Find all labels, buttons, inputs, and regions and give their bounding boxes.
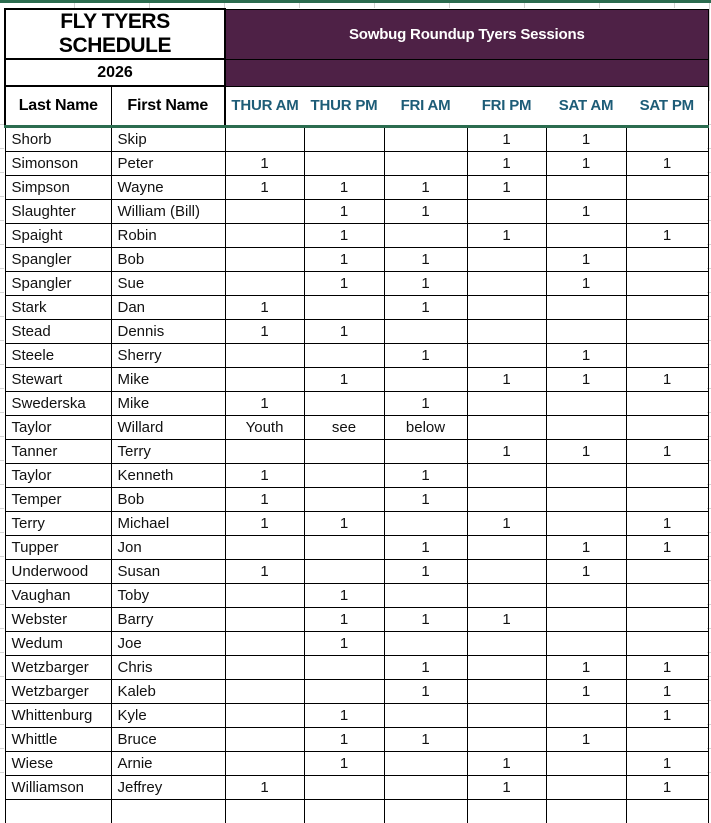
session-cell[interactable] bbox=[384, 152, 467, 176]
session-cell[interactable] bbox=[467, 464, 546, 488]
session-cell[interactable] bbox=[225, 632, 304, 656]
first-name-cell[interactable]: Bob bbox=[111, 488, 225, 512]
session-cell[interactable]: 1 bbox=[384, 464, 467, 488]
session-cell[interactable]: 1 bbox=[225, 296, 304, 320]
last-name-cell[interactable]: Slaughter bbox=[5, 200, 111, 224]
session-cell[interactable] bbox=[546, 632, 626, 656]
column-header-last-name[interactable]: Last Name bbox=[5, 86, 111, 127]
session-cell[interactable] bbox=[225, 704, 304, 728]
session-cell[interactable]: 1 bbox=[304, 632, 384, 656]
session-cell[interactable]: 1 bbox=[626, 776, 708, 800]
session-cell[interactable] bbox=[626, 560, 708, 584]
table-row bbox=[5, 512, 708, 536]
last-name-cell[interactable]: Taylor bbox=[5, 416, 111, 440]
session-cell[interactable]: 1 bbox=[467, 440, 546, 464]
last-name-cell[interactable]: Whittle bbox=[5, 728, 111, 752]
session-cell[interactable]: Youth bbox=[225, 416, 304, 440]
session-cell[interactable] bbox=[467, 320, 546, 344]
sheet-title: FLY TYERS SCHEDULE bbox=[5, 9, 225, 59]
table-row bbox=[5, 320, 708, 344]
session-cell[interactable]: 1 bbox=[304, 224, 384, 248]
last-name-cell[interactable]: Terry bbox=[5, 512, 111, 536]
session-cell[interactable]: 1 bbox=[304, 752, 384, 776]
partial-row bbox=[5, 800, 708, 823]
last-name-cell[interactable]: Williamson bbox=[5, 776, 111, 800]
session-cell[interactable]: 1 bbox=[626, 656, 708, 680]
last-name-cell[interactable]: Wetzbarger bbox=[5, 656, 111, 680]
first-name-cell[interactable]: Kaleb bbox=[111, 680, 225, 704]
last-name-cell[interactable]: Temper bbox=[5, 488, 111, 512]
session-cell[interactable] bbox=[304, 344, 384, 368]
first-name-cell[interactable]: Bruce bbox=[111, 728, 225, 752]
empty-cell[interactable] bbox=[5, 800, 111, 823]
session-cell[interactable] bbox=[626, 200, 708, 224]
session-cell[interactable]: 1 bbox=[304, 584, 384, 608]
session-cell[interactable]: below bbox=[384, 416, 467, 440]
session-cell[interactable]: 1 bbox=[225, 176, 304, 200]
session-cell[interactable] bbox=[546, 704, 626, 728]
session-cell[interactable]: 1 bbox=[467, 127, 546, 152]
session-cell[interactable] bbox=[467, 272, 546, 296]
session-cell[interactable] bbox=[467, 200, 546, 224]
session-cell[interactable] bbox=[626, 488, 708, 512]
table-row bbox=[5, 224, 708, 248]
session-cell[interactable] bbox=[384, 512, 467, 536]
session-cell[interactable]: 1 bbox=[384, 656, 467, 680]
session-cell[interactable]: 1 bbox=[384, 200, 467, 224]
session-cell[interactable]: 1 bbox=[546, 200, 626, 224]
session-cell[interactable]: 1 bbox=[384, 176, 467, 200]
session-cell[interactable] bbox=[467, 416, 546, 440]
session-cell[interactable]: 1 bbox=[225, 488, 304, 512]
session-cell[interactable]: 1 bbox=[546, 272, 626, 296]
column-header-sat-am[interactable]: SAT AM bbox=[546, 86, 626, 127]
first-name-cell[interactable]: Wayne bbox=[111, 176, 225, 200]
session-cell[interactable] bbox=[546, 776, 626, 800]
year-label: 2026 bbox=[5, 59, 225, 86]
session-cell[interactable]: 1 bbox=[384, 728, 467, 752]
session-cell[interactable]: 1 bbox=[626, 440, 708, 464]
session-cell[interactable] bbox=[225, 248, 304, 272]
first-name-cell[interactable]: Kyle bbox=[111, 704, 225, 728]
first-name-cell[interactable]: Mike bbox=[111, 392, 225, 416]
session-cell[interactable]: 1 bbox=[467, 776, 546, 800]
session-cell[interactable] bbox=[467, 344, 546, 368]
table-row bbox=[5, 296, 708, 320]
last-name-cell[interactable]: Spangler bbox=[5, 248, 111, 272]
session-cell[interactable]: 1 bbox=[304, 248, 384, 272]
session-cell[interactable]: 1 bbox=[384, 272, 467, 296]
session-cell[interactable] bbox=[467, 584, 546, 608]
session-cell[interactable] bbox=[546, 752, 626, 776]
session-cell[interactable]: 1 bbox=[384, 344, 467, 368]
session-cell[interactable]: 1 bbox=[626, 368, 708, 392]
year-row bbox=[5, 59, 708, 86]
session-cell[interactable] bbox=[304, 127, 384, 152]
table-row bbox=[5, 752, 708, 776]
table-row bbox=[5, 464, 708, 488]
session-cell[interactable]: 1 bbox=[467, 512, 546, 536]
session-cell[interactable] bbox=[225, 440, 304, 464]
session-cell[interactable] bbox=[467, 392, 546, 416]
session-cell[interactable]: 1 bbox=[304, 272, 384, 296]
session-cell[interactable]: 1 bbox=[304, 728, 384, 752]
session-cell[interactable] bbox=[546, 512, 626, 536]
schedule-rows bbox=[5, 127, 708, 823]
session-cell[interactable]: 1 bbox=[384, 392, 467, 416]
session-cell[interactable] bbox=[225, 680, 304, 704]
session-cell[interactable] bbox=[384, 440, 467, 464]
session-cell[interactable] bbox=[626, 416, 708, 440]
session-cell[interactable] bbox=[467, 560, 546, 584]
session-cell[interactable] bbox=[626, 392, 708, 416]
session-cell[interactable]: 1 bbox=[304, 200, 384, 224]
first-name-cell[interactable]: William (Bill) bbox=[111, 200, 225, 224]
first-name-cell[interactable]: Michael bbox=[111, 512, 225, 536]
table-row bbox=[5, 152, 708, 176]
session-cell[interactable] bbox=[304, 296, 384, 320]
session-cell[interactable] bbox=[626, 584, 708, 608]
session-cell[interactable] bbox=[384, 127, 467, 152]
session-cell[interactable]: 1 bbox=[304, 512, 384, 536]
session-cell[interactable]: 1 bbox=[546, 127, 626, 152]
column-header-thur-am[interactable]: THUR AM bbox=[225, 86, 304, 127]
table-row bbox=[5, 368, 708, 392]
session-cell[interactable]: 1 bbox=[225, 320, 304, 344]
table-row bbox=[5, 560, 708, 584]
session-cell[interactable] bbox=[304, 776, 384, 800]
session-cell[interactable]: 1 bbox=[384, 560, 467, 584]
first-name-cell[interactable]: Sue bbox=[111, 272, 225, 296]
last-name-cell[interactable]: Shorb bbox=[5, 127, 111, 152]
session-cell[interactable]: 1 bbox=[304, 176, 384, 200]
first-name-cell[interactable]: Willard bbox=[111, 416, 225, 440]
table-row bbox=[5, 776, 708, 800]
session-cell[interactable]: 1 bbox=[626, 224, 708, 248]
session-cell[interactable]: 1 bbox=[467, 176, 546, 200]
session-cell[interactable]: 1 bbox=[546, 368, 626, 392]
last-name-cell[interactable]: Wedum bbox=[5, 632, 111, 656]
session-cell[interactable]: 1 bbox=[304, 320, 384, 344]
session-cell[interactable]: 1 bbox=[626, 680, 708, 704]
session-cell[interactable] bbox=[626, 464, 708, 488]
last-name-cell[interactable]: Swederska bbox=[5, 392, 111, 416]
session-cell[interactable] bbox=[626, 728, 708, 752]
session-cell[interactable] bbox=[304, 152, 384, 176]
first-name-cell[interactable]: Dan bbox=[111, 296, 225, 320]
last-name-cell[interactable]: Spangler bbox=[5, 272, 111, 296]
table-row bbox=[5, 488, 708, 512]
session-cell[interactable] bbox=[467, 704, 546, 728]
session-cell[interactable] bbox=[467, 536, 546, 560]
session-cell[interactable] bbox=[304, 392, 384, 416]
session-cell[interactable]: 1 bbox=[225, 560, 304, 584]
session-cell[interactable] bbox=[304, 560, 384, 584]
session-cell[interactable] bbox=[467, 296, 546, 320]
session-cell[interactable] bbox=[626, 344, 708, 368]
table-row bbox=[5, 272, 708, 296]
session-cell[interactable] bbox=[467, 728, 546, 752]
session-cell[interactable] bbox=[384, 752, 467, 776]
empty-cell[interactable] bbox=[467, 800, 546, 823]
empty-cell[interactable] bbox=[111, 800, 225, 823]
first-name-cell[interactable]: Barry bbox=[111, 608, 225, 632]
session-cell[interactable] bbox=[626, 248, 708, 272]
last-name-cell[interactable]: Steele bbox=[5, 344, 111, 368]
session-cell[interactable] bbox=[467, 680, 546, 704]
session-cell[interactable] bbox=[546, 488, 626, 512]
session-cell[interactable] bbox=[626, 127, 708, 152]
first-name-cell[interactable]: Chris bbox=[111, 656, 225, 680]
first-name-cell[interactable]: Robin bbox=[111, 224, 225, 248]
table-row bbox=[5, 608, 708, 632]
session-cell[interactable] bbox=[467, 488, 546, 512]
session-cell[interactable] bbox=[304, 680, 384, 704]
session-cell[interactable] bbox=[304, 536, 384, 560]
table-row bbox=[5, 344, 708, 368]
session-cell[interactable]: 1 bbox=[384, 608, 467, 632]
session-cell[interactable]: 1 bbox=[384, 296, 467, 320]
empty-cell[interactable] bbox=[626, 800, 708, 823]
first-name-cell[interactable]: Jeffrey bbox=[111, 776, 225, 800]
first-name-cell[interactable]: Skip bbox=[111, 127, 225, 152]
session-cell[interactable] bbox=[546, 296, 626, 320]
first-name-cell[interactable]: Terry bbox=[111, 440, 225, 464]
session-cell[interactable] bbox=[225, 344, 304, 368]
session-cell[interactable]: 1 bbox=[626, 536, 708, 560]
session-cell[interactable]: 1 bbox=[546, 248, 626, 272]
first-name-cell[interactable]: Mike bbox=[111, 368, 225, 392]
table-row bbox=[5, 584, 708, 608]
last-name-cell[interactable]: Wetzbarger bbox=[5, 680, 111, 704]
session-cell[interactable] bbox=[384, 320, 467, 344]
session-cell[interactable] bbox=[304, 440, 384, 464]
column-header-first-name[interactable]: First Name bbox=[111, 86, 225, 127]
table-row bbox=[5, 416, 708, 440]
session-cell[interactable] bbox=[467, 656, 546, 680]
session-cell[interactable]: see bbox=[304, 416, 384, 440]
session-cell[interactable]: 1 bbox=[225, 392, 304, 416]
banner-title: Sowbug Roundup Tyers Sessions bbox=[225, 9, 708, 59]
table-row bbox=[5, 536, 708, 560]
first-name-cell[interactable]: Susan bbox=[111, 560, 225, 584]
session-cell[interactable]: 1 bbox=[546, 152, 626, 176]
session-cell[interactable]: 1 bbox=[626, 152, 708, 176]
empty-cell[interactable] bbox=[225, 800, 304, 823]
table-row bbox=[5, 632, 708, 656]
table-row bbox=[5, 728, 708, 752]
session-cell[interactable] bbox=[467, 632, 546, 656]
session-cell[interactable] bbox=[304, 488, 384, 512]
session-cell[interactable] bbox=[225, 656, 304, 680]
session-cell[interactable]: 1 bbox=[626, 752, 708, 776]
last-name-cell[interactable]: Stewart bbox=[5, 368, 111, 392]
session-cell[interactable] bbox=[225, 536, 304, 560]
first-name-cell[interactable]: Bob bbox=[111, 248, 225, 272]
empty-cell[interactable] bbox=[384, 800, 467, 823]
session-cell[interactable]: 1 bbox=[626, 704, 708, 728]
fly-tyers-schedule-table bbox=[4, 8, 709, 823]
session-cell[interactable] bbox=[546, 224, 626, 248]
session-cell[interactable]: 1 bbox=[304, 704, 384, 728]
session-cell[interactable] bbox=[225, 200, 304, 224]
session-cell[interactable] bbox=[304, 464, 384, 488]
session-cell[interactable]: 1 bbox=[467, 152, 546, 176]
last-name-cell[interactable]: Tupper bbox=[5, 536, 111, 560]
session-cell[interactable]: 1 bbox=[384, 536, 467, 560]
column-header-fri-pm[interactable]: FRI PM bbox=[467, 86, 546, 127]
column-header-row bbox=[5, 86, 708, 127]
right-gridline bbox=[709, 3, 710, 101]
session-cell[interactable] bbox=[626, 608, 708, 632]
column-header-sat-pm[interactable]: SAT PM bbox=[626, 86, 708, 127]
session-cell[interactable]: 1 bbox=[225, 512, 304, 536]
table-row bbox=[5, 248, 708, 272]
first-name-cell[interactable]: Kenneth bbox=[111, 464, 225, 488]
table-row bbox=[5, 392, 708, 416]
table-row bbox=[5, 656, 708, 680]
session-cell[interactable] bbox=[546, 176, 626, 200]
session-cell[interactable] bbox=[225, 584, 304, 608]
session-cell[interactable] bbox=[384, 368, 467, 392]
session-cell[interactable]: 1 bbox=[546, 344, 626, 368]
title-row bbox=[5, 9, 708, 59]
session-cell[interactable]: 1 bbox=[546, 656, 626, 680]
session-cell[interactable] bbox=[467, 248, 546, 272]
session-cell[interactable] bbox=[225, 368, 304, 392]
first-name-cell[interactable]: Toby bbox=[111, 584, 225, 608]
session-cell[interactable] bbox=[546, 320, 626, 344]
session-cell[interactable] bbox=[626, 176, 708, 200]
session-cell[interactable] bbox=[626, 632, 708, 656]
session-cell[interactable]: 1 bbox=[467, 608, 546, 632]
first-name-cell[interactable]: Sherry bbox=[111, 344, 225, 368]
session-cell[interactable] bbox=[626, 272, 708, 296]
session-cell[interactable] bbox=[384, 224, 467, 248]
first-name-cell[interactable]: Jon bbox=[111, 536, 225, 560]
session-cell[interactable] bbox=[304, 656, 384, 680]
session-cell[interactable] bbox=[225, 224, 304, 248]
last-name-cell[interactable]: Underwood bbox=[5, 560, 111, 584]
session-cell[interactable] bbox=[546, 608, 626, 632]
table-row bbox=[5, 127, 708, 152]
session-cell[interactable] bbox=[384, 776, 467, 800]
session-cell[interactable]: 1 bbox=[467, 224, 546, 248]
last-name-cell[interactable]: Simpson bbox=[5, 176, 111, 200]
session-cell[interactable]: 1 bbox=[384, 680, 467, 704]
session-cell[interactable] bbox=[546, 416, 626, 440]
banner-spacer bbox=[225, 59, 708, 86]
session-cell[interactable] bbox=[384, 704, 467, 728]
first-name-cell[interactable]: Arnie bbox=[111, 752, 225, 776]
table-row bbox=[5, 680, 708, 704]
session-cell[interactable]: 1 bbox=[546, 680, 626, 704]
session-cell[interactable] bbox=[225, 127, 304, 152]
empty-cell[interactable] bbox=[304, 800, 384, 823]
session-cell[interactable]: 1 bbox=[304, 608, 384, 632]
session-cell[interactable]: 1 bbox=[546, 536, 626, 560]
last-name-cell[interactable]: Simonson bbox=[5, 152, 111, 176]
column-header-thur-pm[interactable]: THUR PM bbox=[304, 86, 384, 127]
last-name-cell[interactable]: Whittenburg bbox=[5, 704, 111, 728]
session-cell[interactable]: 1 bbox=[384, 488, 467, 512]
session-cell[interactable]: 1 bbox=[546, 440, 626, 464]
session-cell[interactable] bbox=[546, 584, 626, 608]
last-name-cell[interactable]: Webster bbox=[5, 608, 111, 632]
column-header-fri-am[interactable]: FRI AM bbox=[384, 86, 467, 127]
session-cell[interactable]: 1 bbox=[467, 752, 546, 776]
first-name-cell[interactable]: Dennis bbox=[111, 320, 225, 344]
session-cell[interactable] bbox=[225, 728, 304, 752]
first-name-cell[interactable]: Joe bbox=[111, 632, 225, 656]
last-name-cell[interactable]: Spaight bbox=[5, 224, 111, 248]
table-row bbox=[5, 200, 708, 224]
table-row bbox=[5, 704, 708, 728]
session-cell[interactable] bbox=[384, 584, 467, 608]
last-name-cell[interactable]: Tanner bbox=[5, 440, 111, 464]
session-cell[interactable]: 1 bbox=[225, 152, 304, 176]
session-cell[interactable] bbox=[546, 392, 626, 416]
session-cell[interactable] bbox=[626, 296, 708, 320]
session-cell[interactable] bbox=[225, 272, 304, 296]
session-cell[interactable] bbox=[546, 464, 626, 488]
session-cell[interactable] bbox=[225, 608, 304, 632]
session-cell[interactable]: 1 bbox=[546, 560, 626, 584]
table-row bbox=[5, 176, 708, 200]
session-cell[interactable]: 1 bbox=[225, 776, 304, 800]
empty-cell[interactable] bbox=[546, 800, 626, 823]
first-name-cell[interactable]: Peter bbox=[111, 152, 225, 176]
last-name-cell[interactable]: Taylor bbox=[5, 464, 111, 488]
session-cell[interactable] bbox=[384, 632, 467, 656]
session-cell[interactable]: 1 bbox=[546, 728, 626, 752]
session-cell[interactable]: 1 bbox=[626, 512, 708, 536]
session-cell[interactable] bbox=[225, 752, 304, 776]
session-cell[interactable]: 1 bbox=[304, 368, 384, 392]
last-name-cell[interactable]: Stark bbox=[5, 296, 111, 320]
table-row bbox=[5, 440, 708, 464]
session-cell[interactable]: 1 bbox=[467, 368, 546, 392]
last-name-cell[interactable]: Vaughan bbox=[5, 584, 111, 608]
last-name-cell[interactable]: Wiese bbox=[5, 752, 111, 776]
session-cell[interactable]: 1 bbox=[225, 464, 304, 488]
session-cell[interactable]: 1 bbox=[384, 248, 467, 272]
session-cell[interactable] bbox=[626, 320, 708, 344]
last-name-cell[interactable]: Stead bbox=[5, 320, 111, 344]
